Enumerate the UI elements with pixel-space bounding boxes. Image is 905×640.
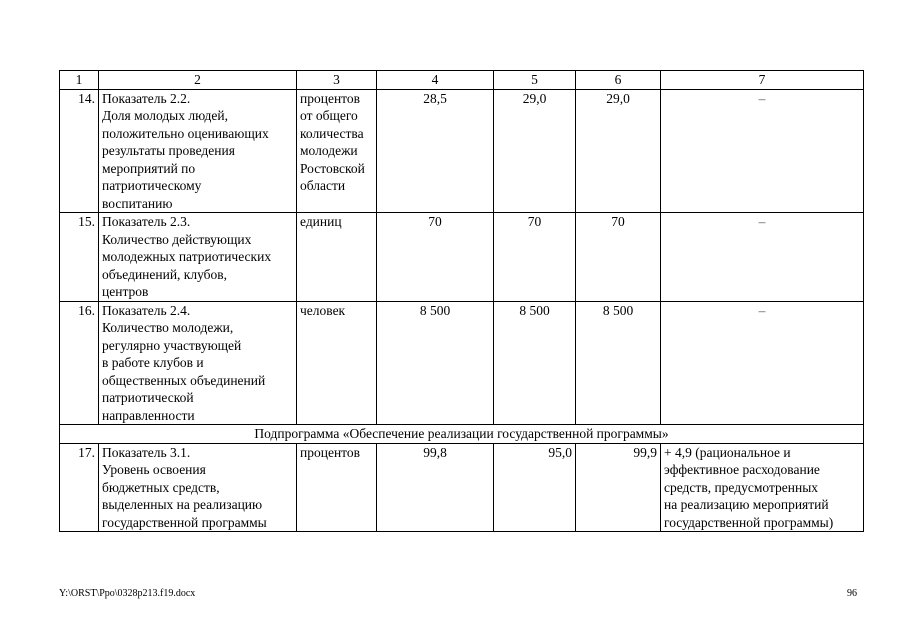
table-row bbox=[60, 301, 864, 425]
header-cell-2: 2 bbox=[99, 71, 297, 90]
indicator-name: Показатель 2.3. Количество действующих молодежных патриотических объединений, клубов, центров bbox=[99, 213, 297, 302]
header-cell-1: 1 bbox=[60, 71, 99, 90]
table-row bbox=[60, 443, 864, 532]
value-col5: 29,0 bbox=[494, 89, 576, 213]
note: + 4,9 (рациональное и эффективное расходование средств, предусмотренных на реализацию мероприятий государственной программы) bbox=[661, 443, 864, 532]
value-col6: 29,0 bbox=[576, 89, 661, 213]
unit: человек bbox=[297, 301, 377, 425]
page-number: 96 bbox=[847, 588, 857, 599]
value-col6: 70 bbox=[576, 213, 661, 302]
table-row bbox=[60, 89, 864, 213]
subprogram-title: Подпрограмма «Обеспечение реализации государственной программы» bbox=[60, 425, 864, 444]
header-row bbox=[60, 71, 864, 90]
indicator-name: Показатель 2.2. Доля молодых людей, положительно оценивающих результаты проведения мероприятий по патриотическому воспитанию bbox=[99, 89, 297, 213]
row-number: 15. bbox=[60, 213, 99, 302]
value-col5: 8 500 bbox=[494, 301, 576, 425]
indicators-table bbox=[59, 70, 864, 532]
unit: процентов bbox=[297, 443, 377, 532]
row-number: 16. bbox=[60, 301, 99, 425]
row-number: 14. bbox=[60, 89, 99, 213]
note: – bbox=[661, 213, 864, 302]
value-col5: 70 bbox=[494, 213, 576, 302]
file-path: Y:\ORST\Ppo\0328p213.f19.docx bbox=[59, 588, 196, 599]
value-col4: 28,5 bbox=[377, 89, 494, 213]
note: – bbox=[661, 301, 864, 425]
unit: единиц bbox=[297, 213, 377, 302]
value-col6: 8 500 bbox=[576, 301, 661, 425]
indicator-name: Показатель 2.4. Количество молодежи, регулярно участвующей в работе клубов и общественных объединений патриотической направленности bbox=[99, 301, 297, 425]
header-cell-6: 6 bbox=[576, 71, 661, 90]
value-col4: 8 500 bbox=[377, 301, 494, 425]
header-cell-3: 3 bbox=[297, 71, 377, 90]
header-cell-5: 5 bbox=[494, 71, 576, 90]
value-col5: 95,0 bbox=[494, 443, 576, 532]
value-col4: 99,8 bbox=[377, 443, 494, 532]
table-row bbox=[60, 213, 864, 302]
header-cell-4: 4 bbox=[377, 71, 494, 90]
indicator-name: Показатель 3.1. Уровень освоения бюджетных средств, выделенных на реализацию государственной программы bbox=[99, 443, 297, 532]
value-col4: 70 bbox=[377, 213, 494, 302]
header-cell-7: 7 bbox=[661, 71, 864, 90]
note: – bbox=[661, 89, 864, 213]
unit: процентов от общего количества молодежи Ростовской области bbox=[297, 89, 377, 213]
subprogram-row bbox=[60, 425, 864, 444]
value-col6: 99,9 bbox=[576, 443, 661, 532]
row-number: 17. bbox=[60, 443, 99, 532]
